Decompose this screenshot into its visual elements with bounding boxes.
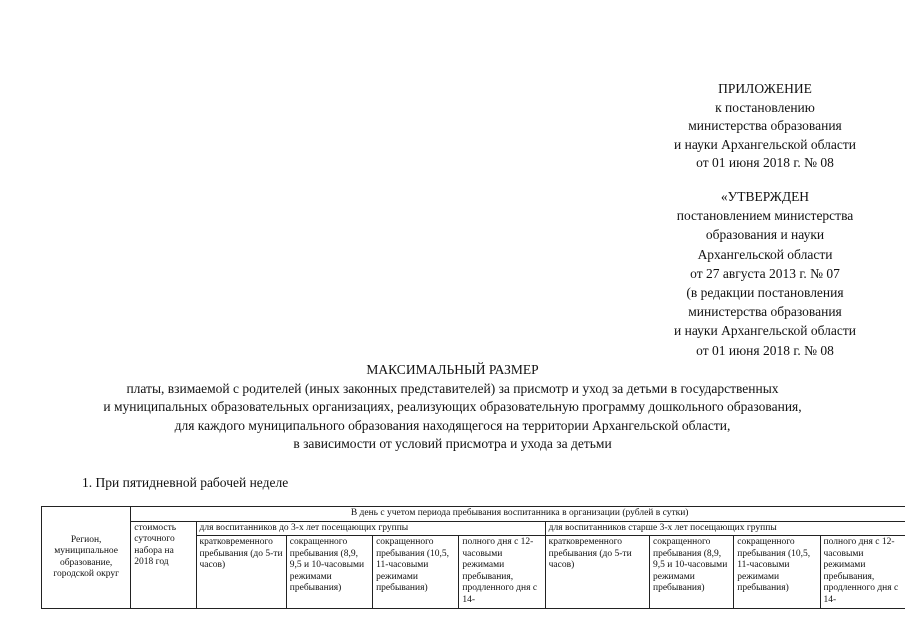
approved-line: образования и науки: [705, 227, 825, 243]
col-header: полного дня с 12-часовыми режимами пребывания, продленного дня с 14-: [820, 536, 905, 609]
region-header: Регион, муниципальное образование, городской округ: [42, 507, 131, 609]
approved-line: от 01 июня 2018 г. № 08: [696, 342, 834, 358]
title-line: в зависимости от условий присмотра и ухода за детьми: [293, 436, 612, 451]
approved-line: и науки Архангельской области: [674, 323, 856, 339]
fee-table: [41, 506, 905, 609]
title-line: платы, взимаемой с родителей (иных законных представителей) за присмотр и уход за детьми в государственных: [126, 380, 779, 396]
top-header: В день с учетом периода пребывания воспитанника в организации (рублей в сутки): [131, 507, 905, 522]
col-header: сокращенного пребывания (8,9, 9,5 и 10-часовыми режимами пребывания): [286, 536, 372, 609]
approved-line: Архангельской области: [697, 246, 833, 262]
title-heading: МАКСИМАЛЬНЫЙ РАЗМЕР: [366, 362, 539, 377]
appendix-block: [640, 80, 890, 173]
approved-line: от 27 августа 2013 г. № 07: [690, 265, 840, 281]
col-header: сокращенного пребывания (10,5, 11-часовыми режимами пребывания): [734, 536, 820, 609]
group-under3-header: для воспитанников до 3-х лет посещающих группы: [196, 521, 545, 536]
appendix-line: министерства образования: [688, 118, 842, 133]
approved-block: [640, 187, 890, 360]
col-header: кратковременного пребывания (до 5-ти часов): [196, 536, 286, 609]
col-header: сокращенного пребывания (8,9, 9,5 и 10-часовыми режимами пребывания): [649, 536, 733, 609]
cost-header: стоимость суточного набора на 2018 год: [131, 521, 196, 609]
approved-line: министерства образования: [688, 304, 842, 320]
title-line: и муниципальных образовательных организациях, реализующих образовательную программу дошкольного образования,: [103, 399, 802, 414]
col-header: кратковременного пребывания (до 5-ти часов): [545, 536, 649, 609]
col-header: полного дня с 12-часовыми режимами пребывания, продленного дня с 14-: [459, 536, 545, 609]
group-over3-header: для воспитанников старше 3-х лет посещающих группы: [545, 521, 905, 536]
approved-line: «УТВЕРЖДЕН: [720, 189, 810, 204]
document-title: [0, 361, 905, 454]
appendix-line: к постановлению: [715, 99, 815, 115]
appendix-line: и науки Архангельской области: [674, 136, 856, 152]
title-line: для каждого муниципального образования находящегося на территории Архангельской области,: [174, 417, 731, 433]
section-heading: 1. При пятидневной рабочей неделе: [82, 475, 289, 490]
col-header: сокращенного пребывания (10,5, 11-часовыми режимами пребывания): [373, 536, 459, 609]
appendix-line: от 01 июня 2018 г. № 08: [696, 155, 834, 170]
approved-line: постановлением министерства: [676, 208, 854, 224]
approved-line: (в редакции постановления: [686, 285, 844, 301]
appendix-line: ПРИЛОЖЕНИЕ: [718, 81, 812, 96]
